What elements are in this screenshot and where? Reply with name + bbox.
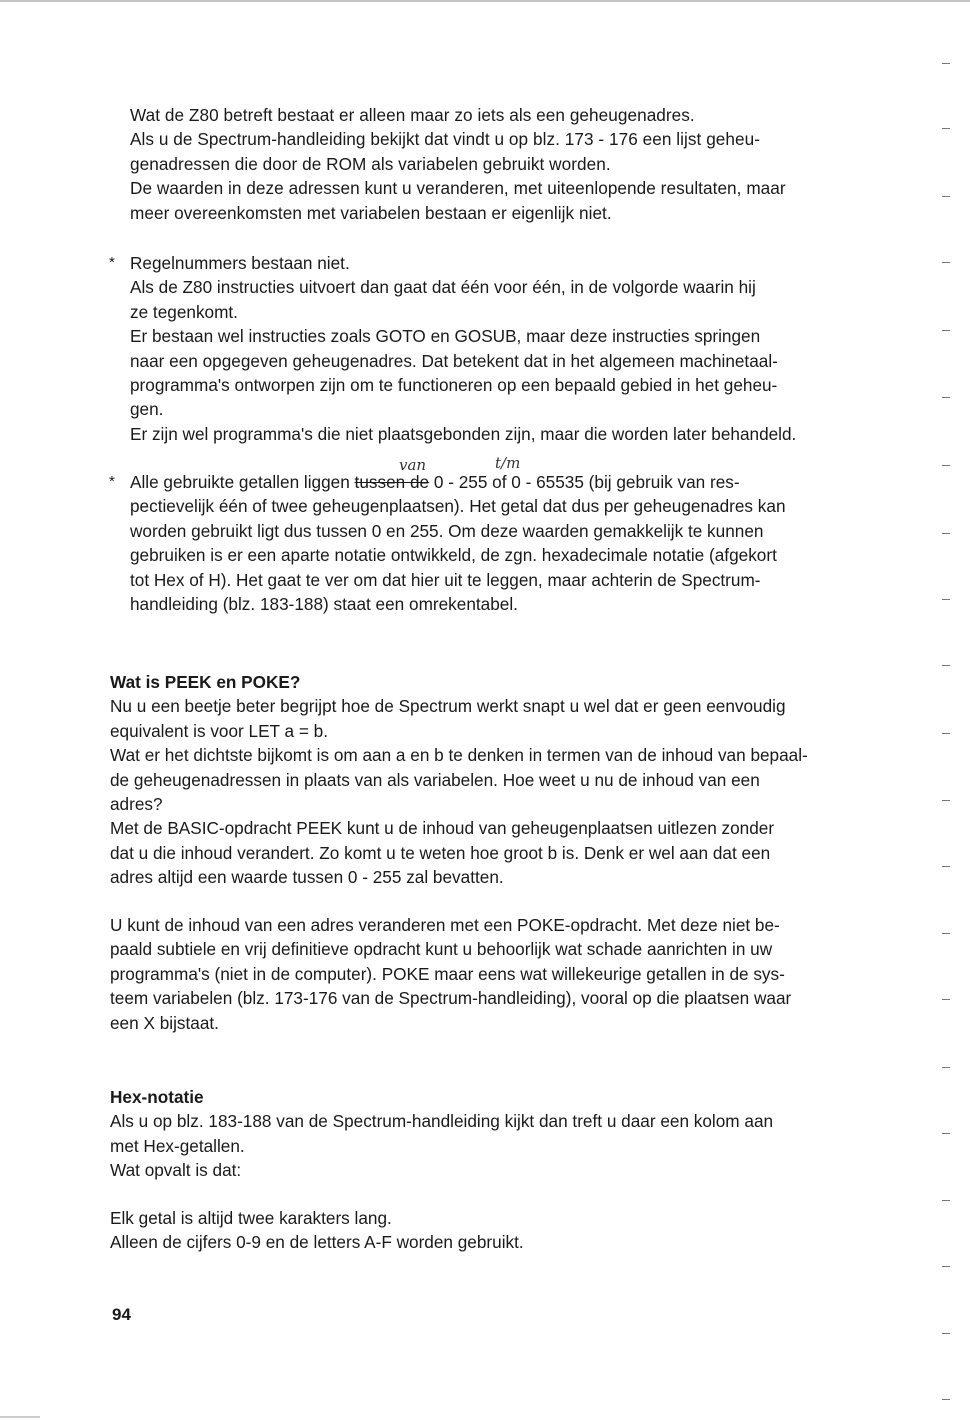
intro-line: Als u de Spectrum-handleiding bekijkt dat vindt u op blz. 173 - 176 een lijst geheu- — [130, 129, 761, 150]
section-line: teem variabelen (blz. 173-176 van de Spectrum-handleiding), vooral op die plaatsen waar — [110, 988, 792, 1009]
bullet-text: Alle gebruikte getallen liggen — [130, 472, 355, 492]
section-line: een X bijstaat. — [110, 1012, 219, 1033]
intro-line: genadressen die door de ROM als variabelen gebruikt worden. — [130, 153, 611, 174]
bullet-line: gen. — [130, 399, 164, 420]
section-line: adres? — [110, 794, 163, 815]
bullet-text: 0 - 255 of 0 - 65535 (bij gebruik van res- — [429, 472, 740, 492]
bullet-item-numbers — [109, 470, 850, 616]
page-number: 94 — [112, 1305, 131, 1324]
bullet-line: ze tegenkomt. — [130, 301, 238, 322]
bullet-line: gebruiken is er een aparte notatie ontwikkeld, de zgn. hexadecimale notatie (afgekort — [130, 545, 777, 566]
section-peek-poke — [110, 670, 850, 890]
top-edge-rule — [0, 0, 970, 2]
bullet-line: programma's ontworpen zijn om te functioneren op een bepaald gebied in het geheu- — [130, 375, 778, 396]
section-line: Wat opvalt is dat: — [110, 1160, 242, 1181]
bullet-line: Regelnummers bestaan niet. — [130, 253, 350, 273]
bullet-marker: * — [109, 473, 115, 490]
intro-paragraph — [130, 103, 850, 225]
intro-line: Wat de Z80 betreft bestaat er alleen maar zo iets als een geheugenadres. — [130, 105, 695, 125]
section-line: Alleen de cijfers 0-9 en de letters A-F worden gebruikt. — [110, 1232, 524, 1253]
bullet-line: naar een opgegeven geheugenadres. Dat betekent dat in het algemeen machinetaal- — [130, 350, 778, 371]
section-line: met Hex-getallen. — [110, 1135, 245, 1156]
bullet-line: handleiding (blz. 183-188) staat een omrekentabel. — [130, 594, 518, 615]
section-line: dat u die inhoud verandert. Zo komt u te weten hoe groot b is. Denk er wel aan dat een — [110, 842, 771, 863]
intro-line: meer overeenkomsten met variabelen bestaan er eigenlijk niet. — [130, 202, 612, 223]
bullet-line: pectievelijk één of twee geheugenplaatsen). Het getal dat dus per geheugenadres kan — [130, 496, 786, 517]
struck-text: tussen de — [354, 472, 430, 492]
section-line: Wat er het dichtste bijkomt is om aan a en b te denken in termen van de inhoud van bepaal- — [110, 745, 808, 766]
section-line: programma's (niet in de computer). POKE maar eens wat willekeurige getallen in de sys- — [110, 963, 785, 984]
section-line: Nu u een beetje beter begrijpt hoe de Spectrum werkt snapt u wel dat er geen eenvoudig — [110, 696, 786, 717]
intro-line: De waarden in deze adressen kunt u veranderen, met uiteenlopende resultaten, maar — [130, 178, 786, 199]
handwritten-annotation-van: van — [399, 456, 427, 474]
bottom-edge-rule — [0, 1416, 40, 1418]
section-line: Als u op blz. 183-188 van de Spectrum-handleiding kijkt dan treft u daar een kolom aan — [110, 1111, 774, 1132]
section-hex-rules — [110, 1206, 850, 1255]
bullet-item-line-numbers — [109, 251, 850, 446]
section-poke-paragraph — [110, 913, 850, 1035]
section-line: Elk getal is altijd twee karakters lang. — [110, 1208, 392, 1228]
section-line: de geheugenadressen in plaats van als variabelen. Hoe weet u nu de inhoud van een — [110, 769, 760, 790]
bullet-line: Er bestaan wel instructies zoals GOTO en GOSUB, maar deze instructies springen — [130, 326, 761, 347]
bullet-line: Er zijn wel programma's die niet plaatsgebonden zijn, maar die worden later behandeld. — [130, 423, 797, 444]
bullet-line: tot Hex of H). Het gaat te ver om dat hier uit te leggen, maar achterin de Spectrum- — [130, 569, 761, 590]
section-hex-notation — [110, 1085, 850, 1183]
bullet-line — [130, 470, 850, 494]
bullet-line: Als de Z80 instructies uitvoert dan gaat dat één voor één, in de volgorde waarin hij — [130, 277, 756, 298]
section-line: paald subtiele en vrij definitieve opdracht kunt u behoorlijk wat schade aanrichten in uw — [110, 939, 773, 960]
section-heading: Hex-notatie — [110, 1087, 204, 1107]
section-line: Met de BASIC-opdracht PEEK kunt u de inhoud van geheugenplaatsen uitlezen zonder — [110, 818, 775, 839]
section-heading: Wat is PEEK en POKE? — [110, 672, 301, 692]
bullet-line: worden gebruikt ligt dus tussen 0 en 255. Om deze waarden gemakkelijk te kunnen — [130, 520, 764, 541]
section-line: equivalent is voor LET a = b. — [110, 720, 328, 741]
section-line: adres altijd een waarde tussen 0 - 255 zal bevatten. — [110, 867, 504, 888]
bullet-marker: * — [109, 254, 115, 271]
handwritten-annotation-tm: t/m — [495, 454, 521, 472]
section-line: U kunt de inhoud van een adres veranderen met een POKE-opdracht. Met deze niet be- — [110, 915, 780, 935]
